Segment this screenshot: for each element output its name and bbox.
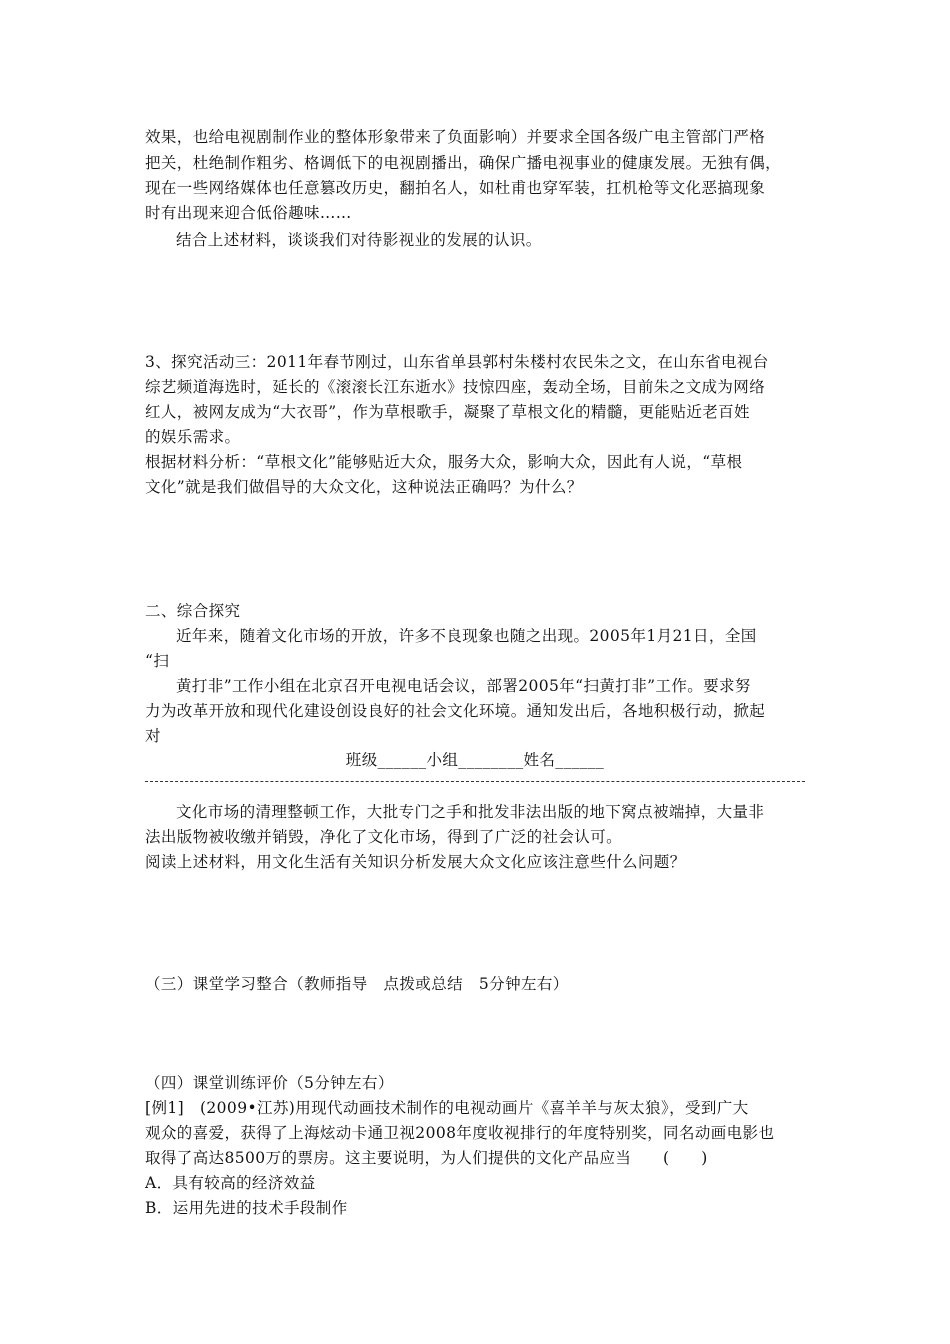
- paragraph-line: “扫: [145, 652, 170, 670]
- paragraph-line: 现在一些网络媒体也任意篡改历史，翻拍名人，如杜甫也穿军装，扛机枪等文化恶搞现象: [145, 179, 766, 197]
- paragraph-line: 黄打非”工作小组在北京召开电视电话会议，部署2005年“扫黄打非”工作。要求努: [176, 677, 751, 695]
- section-heading: （四）课堂训练评价（5分钟左右）: [145, 1074, 394, 1092]
- question-text: 根据材料分析：“草根文化”能够贴近大众，服务大众，影响大众，因此有人说，“草根: [145, 453, 743, 471]
- paragraph-line: 对: [145, 727, 161, 745]
- paragraph-line: 红人，被网友成为“大衣哥”，作为草根歌手，凝聚了草根文化的精髓，更能贴近老百姓: [145, 403, 750, 421]
- paragraph-line: 效果，也给电视剧制作业的整体形象带来了负面影响）并要求全国各级广电主管部门严格: [145, 128, 766, 146]
- section-heading: 二、综合探究: [145, 602, 241, 620]
- page-break-divider: [145, 781, 805, 782]
- section-heading: （三）课堂学习整合（教师指导 点拨或总结 5分钟左右）: [145, 975, 569, 993]
- paragraph-line: 近年来，随着文化市场的开放，许多不良现象也随之出现。2005年1月21日，全国: [176, 627, 757, 645]
- paragraph-line: 3、探究活动三：2011年春节刚过，山东省单县郭村朱楼村农民朱之文，在山东省电视台: [145, 353, 769, 371]
- example-line: 观众的喜爱，获得了上海炫动卡通卫视2008年度收视排行的年度特别奖，同名动画电影也: [145, 1124, 775, 1142]
- paragraph-line: 把关，杜绝制作粗劣、格调低下的电视剧播出，确保广播电视事业的健康发展。无独有偶，: [145, 154, 782, 172]
- paragraph-line: 时有出现来迎合低俗趣味……: [145, 204, 352, 222]
- paragraph-line: 法出版物被收缴并销毁，净化了文化市场，得到了广泛的社会认可。: [145, 828, 623, 846]
- example-line: 取得了高达8500万的票房。这主要说明，为人们提供的文化产品应当 ( ): [145, 1149, 708, 1167]
- page-footer-class-info: 班级______小组________姓名______: [345, 751, 605, 769]
- paragraph-line: 文化市场的清理整顿工作，大批专门之手和批发非法出版的地下窝点被端掉，大量非: [176, 803, 765, 821]
- example-line: [例1] (2009•江苏)用现代动画技术制作的电视动画片《喜羊羊与灰太狼》，受到广大: [145, 1099, 749, 1117]
- option-b: B．运用先进的技术手段制作: [145, 1199, 348, 1217]
- paragraph-line: 的娱乐需求。: [145, 428, 241, 446]
- question-text: 文化”就是我们做倡导的大众文化，这种说法正确吗？为什么？: [145, 478, 583, 496]
- question-text: 阅读上述材料，用文化生活有关知识分析发展大众文化应该注意些什么问题？: [145, 853, 686, 871]
- option-a: A．具有较高的经济效益: [145, 1174, 316, 1192]
- question-text: 结合上述材料，谈谈我们对待影视业的发展的认识。: [176, 231, 542, 249]
- paragraph-line: 综艺频道海选时，延长的《滚滚长江东逝水》技惊四座，轰动全场，目前朱之文成为网络: [145, 378, 766, 396]
- paragraph-line: 力为改革开放和现代化建设创设良好的社会文化环境。通知发出后，各地积极行动，掀起: [145, 702, 766, 720]
